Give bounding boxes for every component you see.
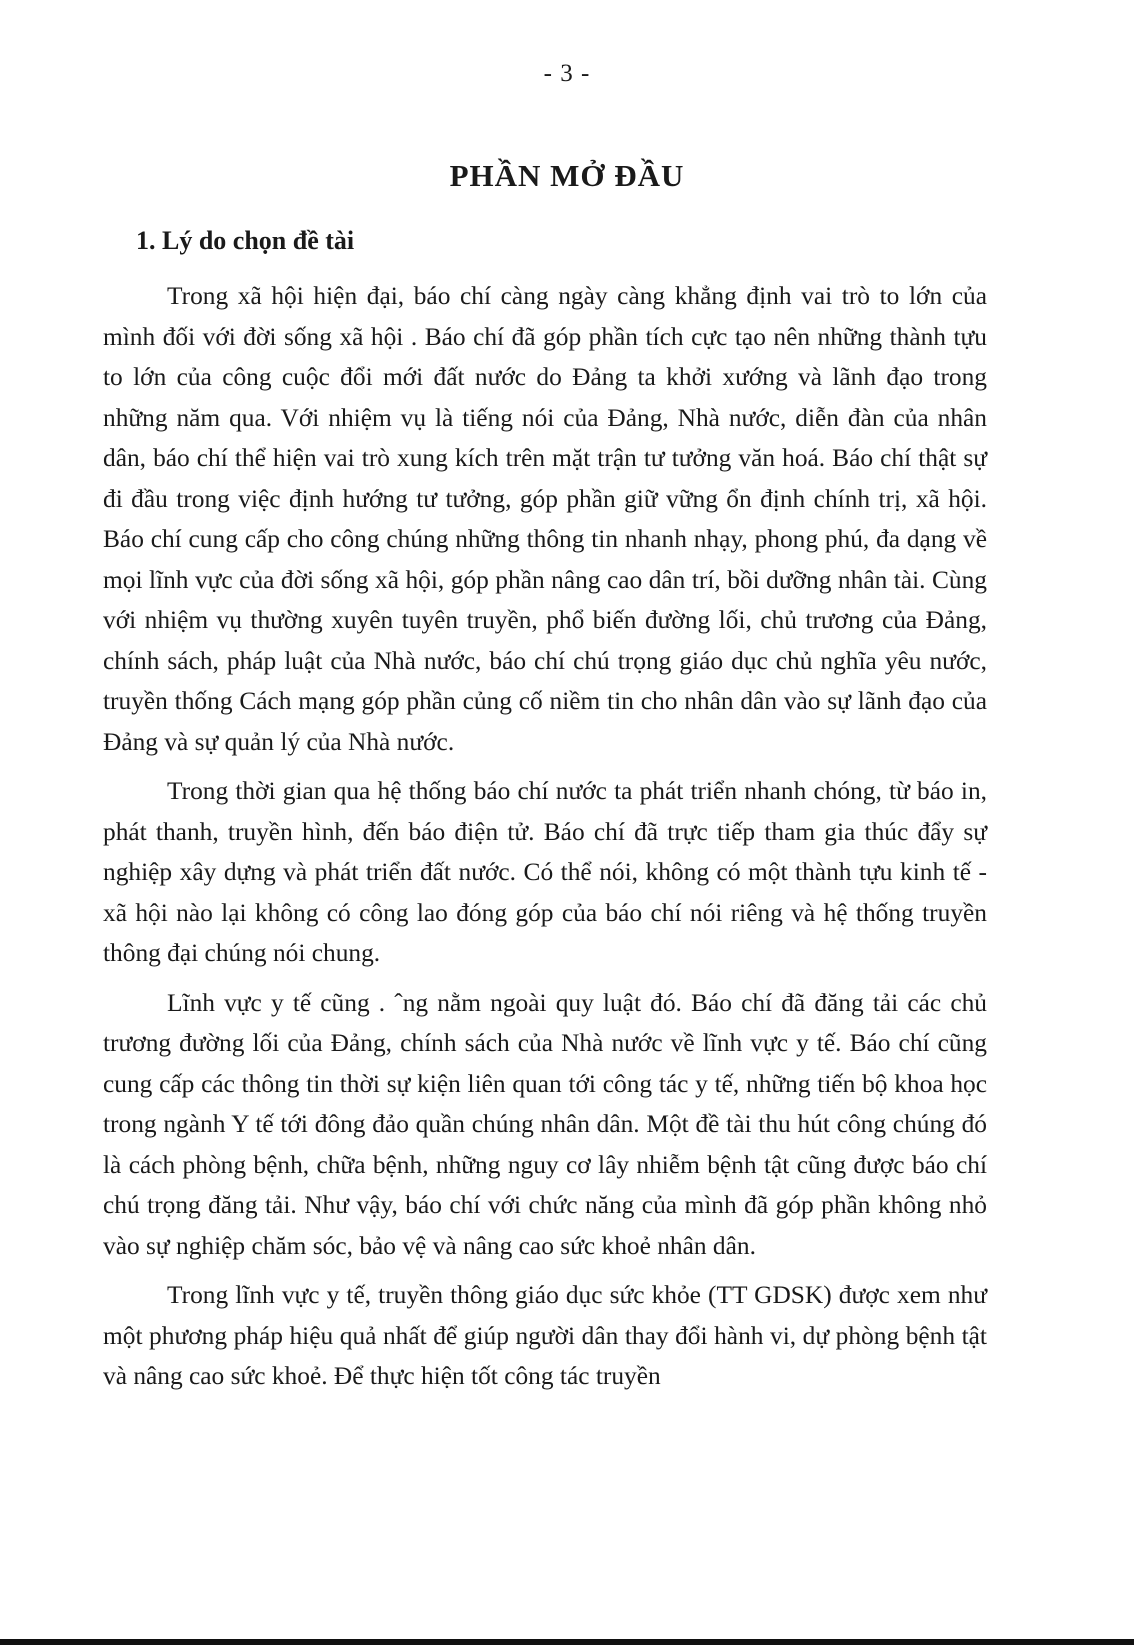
paragraph-2: Trong thời gian qua hệ thống báo chí nước ta phát triển nhanh chóng, từ báo in, phát thanh, truyền hình, đến báo điện tử. Báo chí đã trực tiếp tham gia thúc đẩy sự nghiệp xây dựng và phát triển đất nước. Có thể nói, không có một thành tựu kinh tế - xã hội nào lại không có công lao đóng góp của báo chí nói riêng và hệ thống truyền thông đại chúng nói chung. — [103, 777, 987, 967]
body-text — [103, 276, 987, 1406]
paragraph-4: Trong lĩnh vực y tế, truyền thông giáo dục sức khỏe (TT GDSK) được xem như một phương pháp hiệu quả nhất để giúp người dân thay đổi hành vi, dự phòng bệnh tật và nâng cao sức khoẻ. Để thực hiện tốt công tác truyền — [103, 1281, 987, 1390]
chapter-title: PHẦN MỞ ĐẦU — [449, 158, 685, 193]
paragraph-1: Trong xã hội hiện đại, báo chí càng ngày càng khẳng định vai trò to lớn của mình đối với đời sống xã hội . Báo chí đã góp phần tích cực tạo nên những thành tựu to lớn của công cuộc đổi mới đất nước do Đảng ta khởi xướng và lãnh đạo trong những năm qua. Với nhiệm vụ là tiếng nói của Đảng, Nhà nước, diễn đàn của nhân dân, báo chí thể hiện vai trò xung kích trên mặt trận tư tưởng văn hoá. Báo chí thật sự đi đầu trong việc định hướng tư tưởng, góp phần giữ vững ổn định chính trị, xã hội. Báo chí cung cấp cho công chúng những thông tin nhanh nhạy, phong phú, đa dạng về mọi lĩnh vực của đời sống xã hội, góp phần nâng cao dân trí, bồi dưỡng nhân tài. Cùng với nhiệm vụ thường xuyên tuyên truyền, phổ biến đường lối, chủ trương của Đảng, chính sách, pháp luật của Nhà nước, báo chí chú trọng giáo dục chủ nghĩa yêu nước, truyền thống Cách mạng góp phần củng cố niềm tin cho nhân dân vào sự lãnh đạo của Đảng và sự quản lý của Nhà nước. — [103, 282, 987, 756]
paragraph-3: Lĩnh vực y tế cũng . ˆng nằm ngoài quy luật đó. Báo chí đã đăng tải các chủ trương đường lối của Đảng, chính sách của Nhà nước về lĩnh vực y tế. Báo chí cũng cung cấp các thông tin thời sự kiện liên quan tới công tác y tế, những tiến bộ khoa học trong ngành Y tế tới đông đảo quần chúng nhân dân. Một đề tài thu hút công chúng đó là cách phòng bệnh, chữa bệnh, những nguy cơ lây nhiễm bệnh tật cũng được báo chí chú trọng đăng tải. Như vậy, báo chí với chức năng của mình đã góp phần không nhỏ vào sự nghiệp chăm sóc, bảo vệ và nâng cao sức khoẻ nhân dân. — [103, 988, 987, 1260]
section-heading: 1. Lý do chọn đề tài — [136, 226, 355, 255]
page-number: - 3 - — [543, 60, 591, 87]
scan-bottom-edge — [0, 1639, 1134, 1645]
